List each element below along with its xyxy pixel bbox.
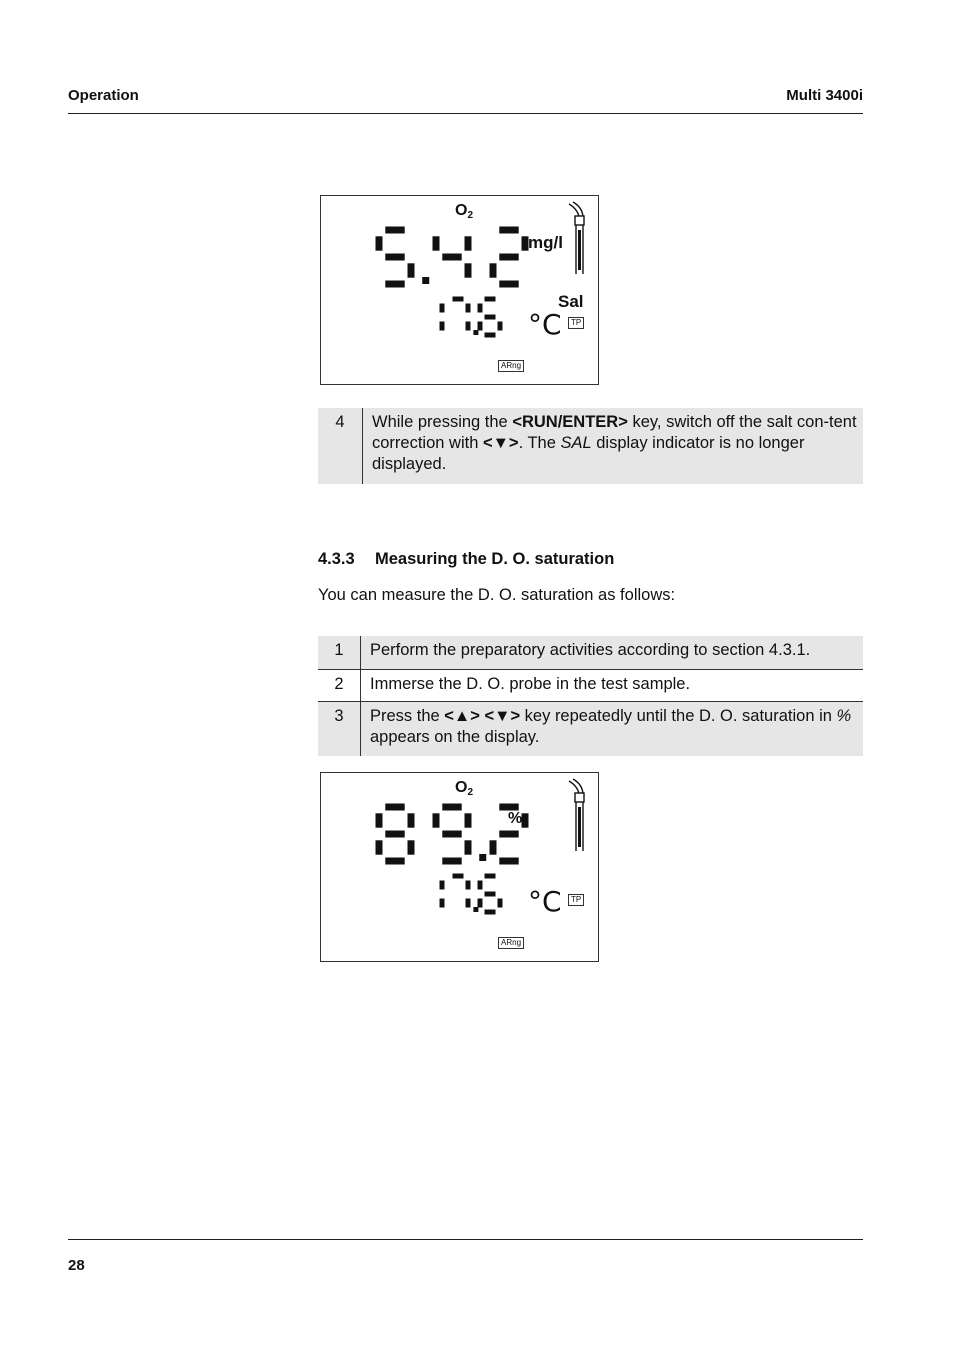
sal-indicator: Sal [558,292,584,311]
step-text: Press the <▲> <▼> key repeatedly until the D. O. saturation in % appears on the display. [361,702,864,757]
tp-tag: TP [568,894,584,906]
lcd-decimal-point [473,330,478,335]
probe-icon [569,202,584,274]
step-text: Perform the preparatory activities according to section 4.3.1. [361,636,864,670]
lcd-decimal-point [473,907,478,912]
step-number: 3 [318,702,361,757]
probe-icon [569,779,584,851]
section-heading: 4.3.3 Measuring the D. O. saturation [318,550,615,568]
step-table-saturation [318,636,863,756]
table-row [318,408,863,484]
arng-tag: ARng [498,360,524,372]
header-product-name: Multi 3400i [786,87,863,104]
lcd-decimal-point [479,854,486,861]
o2-indicator: $O_2$ [455,779,474,798]
step-table-salt [318,408,863,484]
lcd-segments-1 [321,196,598,384]
temp-unit: °C [528,885,562,918]
lcd-segments-2 [321,773,598,961]
main-unit: % [508,810,523,827]
step-text: Immerse the D. O. probe in the test sample. [361,670,864,702]
tp-tag: TP [568,317,584,329]
table-row [318,636,863,670]
step-number: 4 [318,408,363,484]
step-number: 1 [318,636,361,670]
table-row [318,670,863,702]
header-section-title: Operation [68,87,139,104]
footer-rule [68,1239,863,1240]
table-row [318,702,863,757]
header-rule [68,113,863,114]
page-number: 28 [68,1257,85,1274]
step-number: 2 [318,670,361,702]
o2-indicator: $O_2$ [455,202,474,221]
intro-text: You can measure the D. O. saturation as follows: [318,586,676,604]
arng-tag: ARng [498,937,524,949]
main-unit: mg/l [528,233,563,252]
lcd-decimal-point [422,277,429,284]
lcd-display-mgl [320,195,599,385]
temp-unit: °C [528,308,562,341]
step-text: While pressing the <RUN/ENTER> key, switch off the salt con-tent correction with <▼>. The SAL display indicator is no longer displayed. [363,408,864,484]
lcd-display-percent [320,772,599,962]
